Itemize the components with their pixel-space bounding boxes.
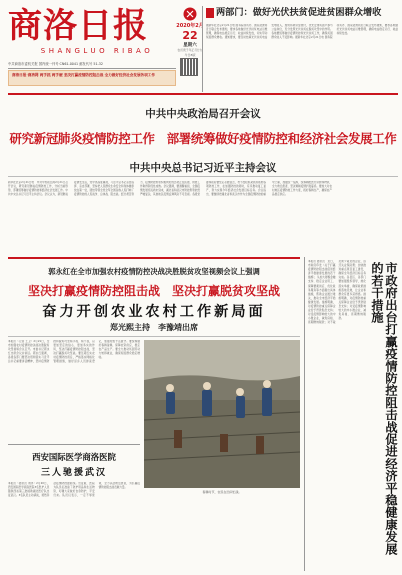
top-right-body: 据新华社北京2月21日电 国务院扶贫办、国家能源局近日联合发布通知，要求各地做好光伏扶贫电站运维管理，确保电站稳定运行、收益持续发放，切实带动贫困群众增收。通知要求，要及时结算光伏扶贫电站发电收入，加快补助资金拨付，优先安排贫困户参与公益岗位，充分发挥光伏扶贫在脱贫攻坚中的作用。各地要统筹做好疫情防控和光伏扶贫工作，确保贫困群众收入不受影响。据新华社北京2月21日电 国务院扶贫办、国家能源局近日联合发布通知，要求各地做好光伏扶贫电站运维管理，确保电站稳定运行、收益持续发放。 — [206, 24, 398, 40]
side-story-headline: 市政府出台打赢疫情防控阻击战促进经济平稳健康发展的若干措施 — [370, 262, 398, 555]
date-year-month: 2020年2月 — [176, 23, 204, 29]
issue-count: 今日8版 — [184, 53, 196, 57]
main-subhead: 中共中央总书记习近平主持会议 — [129, 162, 277, 174]
second-headline-line2: 奋力开创农业农村工作新局面 — [42, 304, 266, 320]
main-body-lead: 新华社北京2月21日电 中共中央政治局2月21日召开会议，研究新冠肺炎疫情防控工作，分析当前形势，部署统筹做好疫情防控和经济社会发展工作。中共中央总书记习近平主持会议。会议认为，新冠肺炎疫情发生后，党中央高度重视，习近平总书记亲自指挥、亲自部署，坚持把人民群众生命安全和身体健康放在第一位，团结带领全党全军全国各族人民打响了疫情防控的人民战争、总体战、阻击战。经过艰苦努力，疫情防控形势积极向好的态势正在拓展，防控工作取得阶段性成效。会议强调，要清醒看到，全国疫情发展拐点尚未到来，湖北省和武汉市防控形势依然严峻复杂，其他地区疫情反弹风险不可忽视。各级党委和政府要坚定必胜信念，毫不放松抓紧抓实抓细各项防控工作，在加强防控的同时，有序推动复工复产，努力实现今年经济社会发展目标任务。会议指出，要继续把湖北省和武汉市作为全国疫情防控的重中之重，加强统一指挥，统筹调配医疗资源和物资，全力救治患者，坚决遏制疫情扩散蔓延。要加大对农村地区疫情防控工作力度，抓好春耕生产，确保农产品稳定供应。 — [8, 181, 332, 197]
second-body-col-left: 本报讯（记者 王卫）2月21日，全市加强农村疫情防控决战决胜脱贫攻坚视频会议召开。市委书记郭永红出席会议并讲话。郭永红强调，各级各部门要坚决贯彻落实习近平总书记重要讲话精神，坚持疫情防控和脱贫攻坚两手抓、两不误，以更加坚定的信心、更加务实的作风，坚决打赢疫情防控阻击战，坚决打赢脱贫攻坚战。要压紧压实农村疫情防控责任，严格落实网格化管理措施，做好返乡人员排查登记，加强村组卡点值守。要统筹做好春耕备耕，保障农资供应，稳定农产品生产。要全力推动贫困劳动力转移就业，确保贫困群众稳定增收。 — [8, 340, 140, 364]
top-right-marker — [206, 8, 214, 18]
second-byline: 郑光熙主持 李豫靖出席 — [110, 323, 198, 332]
masthead-title: 商洛日报 — [8, 6, 148, 46]
main-headline: 研究新冠肺炎疫情防控工作 部署统筹做好疫情防控和经济社会发展工作 — [9, 131, 397, 146]
date-day: 22 — [182, 29, 198, 42]
lunar-date: 农历庚子年正月廿九 — [177, 48, 203, 52]
promo-bar — [8, 70, 176, 86]
photo-caption: 春耕时节，农民在田间忙碌。 — [202, 490, 242, 494]
emblem-icon — [183, 6, 197, 20]
second-kicker: 郭永红在全市加强农村疫情防控决战决胜脱贫攻坚视频会议上强调 — [48, 267, 260, 276]
masthead-pinyin: SHANGLUO RIBAO — [40, 47, 154, 55]
promo-bar-text: 商洛日报·商洛网 两手抓 两手硬 坚决打赢疫情防控阻击战 全力做好经济社会发展各项工作 — [12, 73, 155, 77]
field-scene-icon — [144, 340, 300, 488]
top-right-headline: 两部门：做好光伏扶贫促进贫困群众增收 — [216, 7, 382, 18]
second-headline-line1: 坚决打赢疫情防控阻击战 坚决打赢脱贫攻坚战 — [27, 284, 280, 298]
qr-code-icon — [180, 58, 198, 76]
side-story-body: 本报讯 通讯员 近日，市政府印发《关于打赢疫情防控阻击战促进经济平稳健康发展的若干措施》，从加大财税金融支持、稳定企业用工、保障要素供应、优化政务服务等方面提出具体措施，帮助企业渡过难关，推动全市经济平稳健康发展。措施明确，对疫情防控重点保障企业给予贷款贴息支持；对受疫情影响较大的中小微企业，减免房租、延期缴纳税款；对不裁员或少裁员的企业，返还失业保险费；加快推进重点项目复工建设，确保全年经济目标任务完成。各县区、各部门要加强组织领导，细化落实举措，确保政策措施落地见效，让企业和群众有更多获得感。措施明确，对疫情防控重点保障企业给予贷款贴息支持；对受疫情影响较大的中小微企业，减免房租、延期缴纳税款。 — [308, 260, 366, 325]
masthead-info-line: 中共商洛市委机关报 国内统一刊号 CN61-0041 邮发代号 51-32 — [8, 62, 103, 66]
bottom-left-headline-line2: 三人驰援武汉 — [40, 468, 107, 478]
bottom-left-headline-line1: 西安国际医学商洛医院 — [32, 452, 116, 462]
news-photo — [144, 340, 300, 488]
main-kicker: 中共中央政治局召开会议 — [145, 108, 261, 120]
bottom-left-body: 本报讯（通讯员 刘洋）2月20日，西安国际医学商洛医院3名医护人员随陕西省第三批援助湖北医疗队出征武汉。3名队员主动请战，毅然奔赴疫情防控最前线。出征前，医院为队员们准备了防护用品和生活物资，叮嘱大家做好自身防护，平安归来。队员们表示，一定不辱使命，全力以赴救治患者，为打赢疫情防控阻击战贡献力量。 — [8, 482, 140, 498]
weekday: 星期六 — [183, 43, 197, 48]
